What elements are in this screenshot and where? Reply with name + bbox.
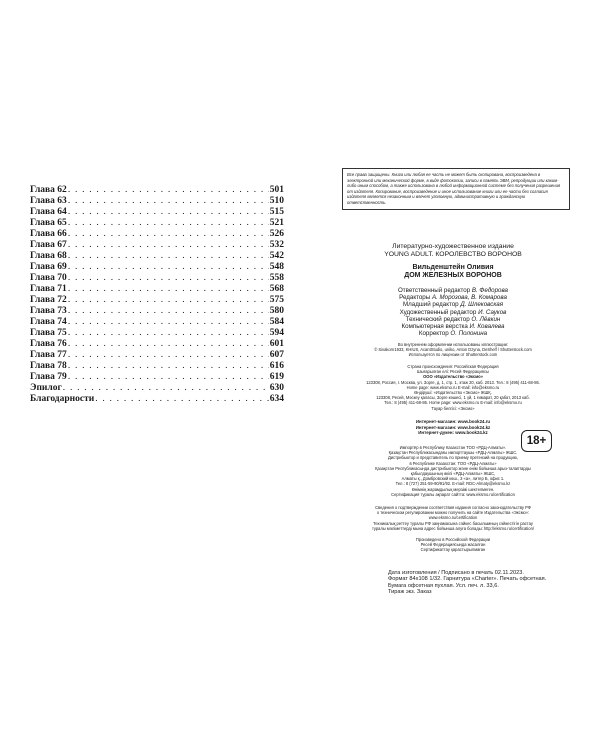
- toc-page-number: 521: [269, 218, 284, 228]
- author-name: Вильденштейн Оливия: [412, 264, 494, 271]
- kz-line: Тел.: 8 (727) 251-59-90/91/92. E-mail: RDC-Almaty@eksmo.kz: [395, 481, 511, 487]
- toc-page-number: 584: [269, 317, 284, 327]
- toc-leader-dots: [68, 185, 269, 196]
- toc-row: [30, 218, 284, 229]
- toc-leader-dots: [68, 273, 269, 284]
- toc-leader-dots: [68, 339, 269, 350]
- image-credit-line: Используется по лицензии от Shutterstock.com: [408, 352, 498, 358]
- publisher-line: Тауар белгісі: «Эксмо»: [431, 405, 475, 411]
- shop-line: Интернет-магазин: www.book24.ru: [415, 419, 491, 424]
- author-title-block: [340, 264, 566, 280]
- toc-row: [30, 361, 284, 372]
- editor-name: О. Полонина: [450, 330, 488, 338]
- toc-chapter-title: Глава 73: [30, 306, 67, 316]
- kazakhstan-info: [340, 445, 566, 497]
- print-details: [388, 570, 558, 596]
- kz-line: Импортёр в Республику Казахстан ТОО «РДЦ-Алматы».: [399, 445, 507, 450]
- toc-leader-dots: [68, 284, 269, 295]
- toc-row: [30, 185, 284, 196]
- kz-line: Сертификация туралы ақпарат сайтта: www.eksmo.ru/certification: [391, 491, 515, 497]
- editor-name: И. Сауков: [478, 308, 507, 316]
- toc-leader-dots: [68, 262, 269, 273]
- publisher-line: Өндіруші: «Издательство «Эксмо» ЖШҚ.: [414, 390, 492, 396]
- toc-leader-dots: [68, 251, 269, 262]
- made-in-info: [340, 537, 566, 553]
- toc-leader-dots: [68, 317, 269, 328]
- publisher-line: Home page: www.eksmo.ru E-mail: info@eksmo.ru: [406, 384, 500, 390]
- editor-role: Компьютерная верстка: [401, 323, 468, 331]
- toc-row: [30, 383, 284, 394]
- toc-row: [30, 262, 284, 273]
- publisher-info: [340, 364, 566, 411]
- toc-page-number: 558: [269, 273, 284, 283]
- toc-row: [30, 284, 284, 295]
- toc-leader-dots: [95, 394, 269, 405]
- toc-chapter-title: Глава 79: [30, 372, 67, 382]
- toc-chapter-title: Глава 71: [30, 284, 67, 294]
- toc-chapter-title: Глава 64: [30, 207, 67, 217]
- editor-name: И. Ковалева: [469, 323, 505, 331]
- toc-leader-dots: [68, 328, 269, 339]
- toc-leader-dots: [68, 218, 269, 229]
- publisher-line: 123308, Ресей, Мәскеу қаласы, Зорге көшесі, 1 үй, 1 ғимарат, 20 қабат, 2013 каб.: [376, 395, 530, 401]
- toc-chapter-title: Глава 77: [30, 350, 67, 360]
- editor-role: Технический редактор: [405, 315, 470, 323]
- certification-line: Сведения о подтверждении соответствия издания согласно законодательству РФ: [375, 505, 531, 510]
- toc-row: [30, 273, 284, 284]
- toc-page-number: 510: [269, 196, 284, 206]
- certification-line: туралы мәліметтерді мына адрес бойынша алуға болады: http://eksmo.ru/certification/: [371, 525, 534, 531]
- shop-line: Интернет-дүкен: www.book24.kz: [418, 430, 488, 436]
- toc-leader-dots: [68, 350, 269, 361]
- kz-line: Қазақстан Республикасында дистрибьютор және өнім бойынша арыз-талаптарды: [375, 465, 531, 471]
- publisher-line: ООО «Издательство «Эксмо»: [423, 374, 483, 380]
- toc-chapter-title: Глава 78: [30, 361, 67, 371]
- toc-page-number: 542: [269, 251, 284, 261]
- imprint-page: [300, 0, 600, 750]
- editor-name: А. Морозова, В. Комарова: [431, 294, 507, 302]
- print-line: Тираж экз. Заказ: [388, 589, 432, 596]
- toc-row: [30, 317, 284, 328]
- toc-chapter-title: Глава 65: [30, 218, 67, 228]
- toc-chapter-title: Глава 69: [30, 262, 67, 272]
- editor-line: [340, 294, 566, 301]
- toc-page-number: 501: [269, 185, 284, 195]
- toc-page-number: 619: [269, 372, 284, 382]
- toc-leader-dots: [68, 295, 269, 306]
- editor-line: [340, 309, 566, 316]
- toc-chapter-title: Глава 68: [30, 251, 67, 261]
- editor-role: Редакторы: [399, 294, 431, 302]
- toc-chapter-title: Глава 62: [30, 185, 67, 195]
- toc-row: [30, 240, 284, 251]
- toc-row: [30, 196, 284, 207]
- toc-chapter-title: Глава 70: [30, 273, 67, 283]
- print-line: Формат 84x108 1/32. Гарнитура «Charter». Печать офсетная.: [388, 576, 547, 583]
- editors-block: [340, 287, 566, 337]
- toc-leader-dots: [68, 240, 269, 251]
- toc-chapter-title: Глава 74: [30, 317, 67, 327]
- toc-chapter-title: Глава 75: [30, 328, 67, 338]
- print-line: Бумага офсетная пухлая. Усл. печ. л. 33,6.: [388, 582, 499, 589]
- shop-line: Интернет-магазин: www.book24.kz: [415, 424, 491, 430]
- toc-page-number: 548: [269, 262, 284, 272]
- toc-page-number: 580: [269, 306, 284, 316]
- rights-notice: Все права защищены. Книга или любая ее часть не может быть скопирована, воспроизведена в электронной или механической форме, в виде фотокопии, записи в память ЭВМ, репродукции или каким-либо иным способом, а также использована в любой информационной системе без получения разрешения от издателя. Копирование, воспроизведение и иное использование книги или ее части без согласия издателя является незаконным и влечет уголовную, административную и гражданскую ответственность.: [342, 168, 570, 210]
- image-credit-line: Во внутреннем оформлении использованы иллюстрации:: [397, 342, 509, 347]
- kz-line: Дистрибьютор и представитель по приему претензий на продукцию,: [388, 455, 518, 461]
- kz-line: Өнімнің жарамдылық мерзімі шектелмеген.: [411, 486, 495, 492]
- toc-chapter-title: Благодарности: [30, 394, 95, 404]
- toc-chapter-title: Глава 66: [30, 229, 67, 239]
- toc-page-number: 515: [269, 207, 284, 217]
- kz-line: в Республике Казахстан: ТОО «РДЦ-Алматы»: [409, 460, 497, 466]
- image-credits: [340, 342, 566, 358]
- certification-line: о техническом регулировании можно получить на сайте Издательства «Эксмо»:: [376, 510, 530, 516]
- table-of-contents: [30, 185, 284, 405]
- toc-leader-dots: [68, 361, 269, 372]
- genre-line: Литературно-художественное издание: [392, 243, 514, 250]
- toc-row: [30, 229, 284, 240]
- made-in-line: Сертификаттау қарастырылмаған: [420, 547, 486, 553]
- editor-role: Художественный редактор: [399, 308, 477, 316]
- made-in-line: Произведено в Российской Федерации: [415, 537, 491, 542]
- certification-line: Техникалық реттеу туралы РФ заңнамасына сәйкес басылымның сәйкестігін растау: [373, 520, 533, 526]
- toc-page-number: 526: [269, 229, 284, 239]
- editor-line: [340, 330, 566, 337]
- toc-chapter-title: Глава 67: [30, 240, 67, 250]
- toc-chapter-title: Глава 72: [30, 295, 67, 305]
- toc-row: [30, 372, 284, 383]
- editor-line: [340, 323, 566, 330]
- editor-name: Д. Шлековская: [460, 301, 503, 309]
- toc-row: [30, 328, 284, 339]
- toc-leader-dots: [68, 196, 269, 207]
- editor-role: Корректор: [418, 330, 449, 338]
- certification-info: [340, 505, 566, 531]
- editor-role: Ответственный редактор: [397, 287, 471, 294]
- editor-role: Младший редактор: [402, 301, 459, 309]
- kz-line: Алматы қ., Домбровский көш., 3 «а», литер Б, офис 1.: [401, 476, 505, 482]
- toc-page-number: 607: [269, 350, 284, 360]
- age-rating-badge: 18+: [521, 430, 552, 452]
- toc-row: [30, 295, 284, 306]
- toc-page-number: 568: [269, 284, 284, 294]
- editor-name: О. Лёвкин: [471, 315, 501, 323]
- toc-leader-dots: [68, 372, 269, 383]
- toc-row: [30, 207, 284, 218]
- image-credit-line: © Sivakorn1933, KHIUS, AcantStudio, uniko, Anton Dzyna, DeShelf / Shutterstock.com: [374, 347, 532, 353]
- kz-line: Қазақстан Республикасындағы импорттаушы «РДЦ-Алматы» ЖШС.: [388, 450, 518, 456]
- origin-line: Страна происхождения: Российская Федерация: [407, 364, 499, 369]
- editor-name: В. Федорова: [471, 287, 508, 294]
- editor-line: [340, 287, 566, 294]
- toc-leader-dots: [68, 207, 269, 218]
- toc-row: [30, 339, 284, 350]
- certification-line: www.eksmo.ru/certification: [428, 515, 478, 521]
- toc-leader-dots: [68, 306, 269, 317]
- kz-line: қабылдаушының өкілі «РДЦ-Алматы» ЖШС,: [410, 471, 496, 477]
- toc-page-number: 601: [269, 339, 284, 349]
- toc-page-number: 594: [269, 328, 284, 338]
- publisher-line: 123308, Россия, г. Москва, ул. Зорге, д. 1, стр. 1, этаж 20, каб. 2013. Тел.: 8 (495) 411-68-86.: [366, 379, 540, 385]
- toc-page-number: 634: [269, 394, 284, 404]
- toc-row: [30, 394, 284, 405]
- toc-row: [30, 350, 284, 361]
- toc-page-number: 630: [269, 383, 284, 393]
- genre-block: [340, 243, 566, 259]
- toc-chapter-title: Глава 63: [30, 196, 67, 206]
- toc-row: [30, 251, 284, 262]
- toc-leader-dots: [63, 383, 269, 394]
- toc-leader-dots: [68, 229, 269, 240]
- toc-page-number: 616: [269, 361, 284, 371]
- made-in-line: Ресей Федерациясында жасалған: [420, 542, 486, 548]
- toc-chapter-title: Эпилог: [30, 383, 62, 393]
- toc-row: [30, 306, 284, 317]
- toc-page-number: 575: [269, 295, 284, 305]
- toc-chapter-title: Глава 76: [30, 339, 67, 349]
- editor-line: [340, 316, 566, 323]
- origin-line: Шығарылған елі: Ресей Федерациясы: [417, 369, 489, 375]
- editor-line: [340, 301, 566, 308]
- book-title: ДОМ ЖЕЛЕЗНЫХ ВОРОНОВ: [404, 272, 502, 279]
- series-line: YOUNG ADULT. КОРОЛЕВСТВО ВОРОНОВ: [384, 251, 522, 258]
- toc-page-number: 532: [269, 240, 284, 250]
- print-line: Дата изготовления / Подписано в печать 02.11.2023.: [388, 570, 524, 576]
- publisher-line: Тел.: 8 (495) 411-68-86. Home page: www.eksmo.ru E-mail: info@eksmo.ru: [384, 400, 522, 406]
